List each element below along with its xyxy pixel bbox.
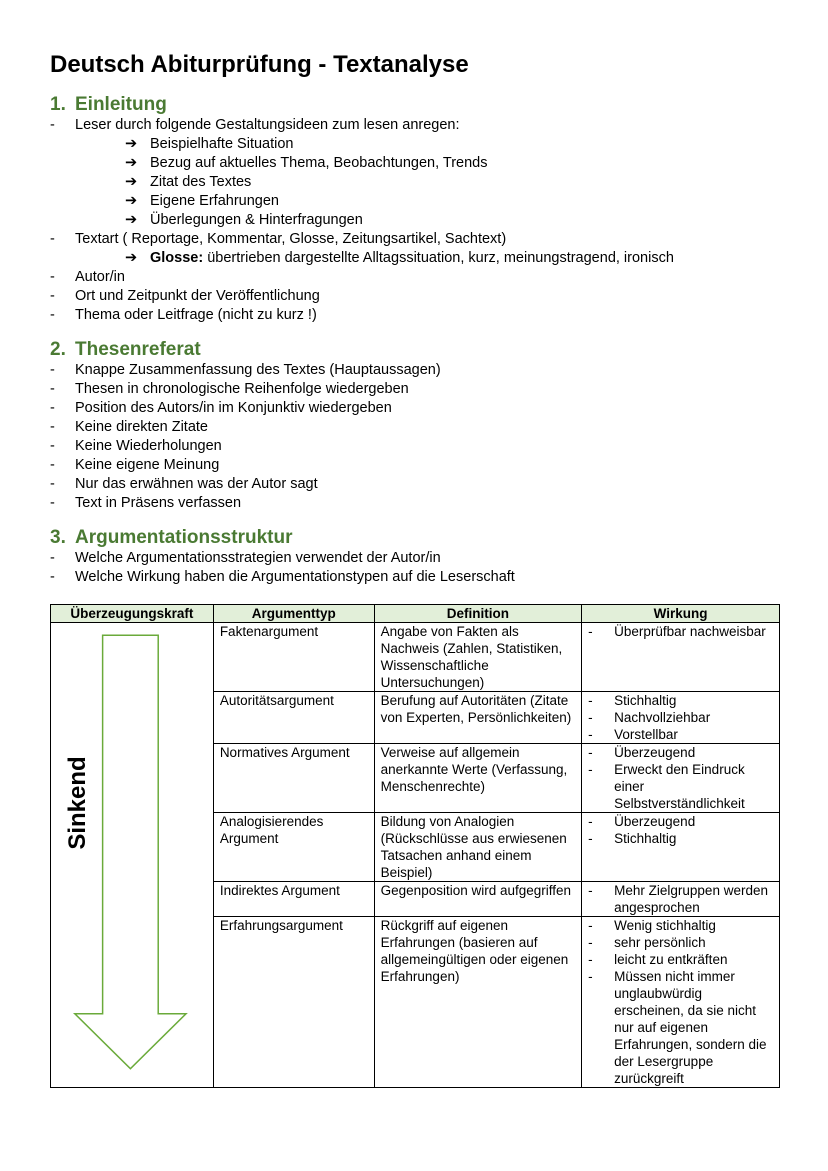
list-item: [125, 154, 780, 173]
list-item: - Nur das erwähnen was der Autor sagt: [50, 475, 780, 494]
list-item: - Welche Argumentationsstrategien verwendet der Autor/in: [50, 549, 780, 568]
argument-type: Erfahrungsargument: [213, 917, 374, 1088]
table-header-row: [51, 605, 780, 623]
argument-definition: Verweise auf allgemein anerkannte Werte (Verfassung, Menschenrechte): [374, 744, 581, 813]
list-item: - Keine direkten Zitate: [50, 418, 780, 437]
bullet-list: [50, 361, 780, 513]
argument-table: [50, 604, 780, 1088]
list-item: - Erweckt den Eindruck einer Selbstverständlichkeit: [588, 761, 773, 812]
argument-effects: [582, 692, 780, 744]
section-title: Thesenreferat: [75, 339, 201, 360]
list-item: [125, 249, 780, 268]
list-item: - Keine eigene Meinung: [50, 456, 780, 475]
force-cell: [51, 623, 214, 1088]
list-item: - Vorstellbar: [588, 726, 773, 743]
arrow-list: [50, 249, 780, 268]
section-title: Einleitung: [75, 94, 167, 115]
arrow-icon: ➔: [125, 193, 138, 209]
effects-list: [588, 917, 773, 1087]
argument-effects: [582, 623, 780, 692]
list-item-text: Zitat des Textes: [150, 174, 252, 190]
argument-definition: Gegenposition wird aufgegriffen: [374, 882, 581, 917]
section-number: 3.: [50, 527, 66, 548]
list-item: - Leser durch folgende Gestaltungsideen zum lesen anregen:: [50, 116, 780, 135]
bullet-list: [50, 268, 780, 325]
list-item: - Welche Wirkung haben die Argumentationstypen auf die Leserschaft: [50, 568, 780, 587]
section-thesenreferat: [50, 339, 780, 513]
list-item: - Mehr Zielgruppen werden angesprochen: [588, 882, 773, 916]
table-row: [51, 623, 780, 692]
argument-type: Normatives Argument: [213, 744, 374, 813]
effects-list: [588, 882, 773, 916]
arrow-icon: ➔: [125, 136, 138, 152]
list-item: - Müssen nicht immer unglaubwürdig erscheinen, da sie nicht nur auf eigenen Erfahrungen, sondern die der Lesergruppe zurückgreift: [588, 968, 773, 1087]
argument-definition: Angabe von Fakten als Nachweis (Zahlen, Statistiken, Wissenschaftliche Untersuchungen): [374, 623, 581, 692]
list-item: [125, 173, 780, 192]
bullet-list: [50, 230, 780, 249]
list-item-text: Eigene Erfahrungen: [150, 193, 279, 209]
arrow-icon: ➔: [125, 155, 138, 171]
list-item: - Textart ( Reportage, Kommentar, Glosse, Zeitungsartikel, Sachtext): [50, 230, 780, 249]
list-item: - Überzeugend: [588, 813, 773, 830]
section-heading: [50, 527, 780, 549]
list-item: - leicht zu entkräften: [588, 951, 773, 968]
column-header: Wirkung: [582, 605, 780, 623]
argument-definition: Bildung von Analogien (Rückschlüsse aus erwiesenen Tatsachen anhand einem Beispiel): [374, 813, 581, 882]
argument-type: Faktenargument: [213, 623, 374, 692]
list-item: - Autor/in: [50, 268, 780, 287]
argument-type: Analogisierendes Argument: [213, 813, 374, 882]
list-item: - Nachvollziehbar: [588, 709, 773, 726]
list-item: [125, 211, 780, 230]
list-item-text: Bezug auf aktuelles Thema, Beobachtungen, Trends: [150, 155, 488, 171]
list-item: - Stichhaltig: [588, 692, 773, 709]
sinkend-label: Sinkend: [64, 756, 91, 850]
bullet-list: [50, 116, 780, 135]
argument-effects: [582, 813, 780, 882]
section-title: Argumentationsstruktur: [75, 527, 293, 548]
section-number: 1.: [50, 94, 66, 115]
argument-effects: [582, 917, 780, 1088]
list-item: - Text in Präsens verfassen: [50, 494, 780, 513]
column-header: Überzeugungskraft: [51, 605, 214, 623]
argument-definition: Rückgriff auf eigenen Erfahrungen (basieren auf allgemeingültigen oder eigenen Erfahrungen): [374, 917, 581, 1088]
list-item: - Ort und Zeitpunkt der Veröffentlichung: [50, 287, 780, 306]
section-number: 2.: [50, 339, 66, 360]
column-header: Definition: [374, 605, 581, 623]
list-item: - Thesen in chronologische Reihenfolge wiedergeben: [50, 380, 780, 399]
list-item-text: Beispielhafte Situation: [150, 136, 294, 152]
list-item: - Keine Wiederholungen: [50, 437, 780, 456]
list-item: [125, 192, 780, 211]
section-argumentationsstruktur: [50, 527, 780, 587]
section-heading: [50, 94, 780, 116]
column-header: Argumenttyp: [213, 605, 374, 623]
document-title: Deutsch Abiturprüfung - Textanalyse: [50, 51, 469, 78]
effects-list: [588, 623, 773, 640]
argument-effects: [582, 744, 780, 813]
list-item: - Stichhaltig: [588, 830, 773, 847]
bullet-list: [50, 549, 780, 587]
argument-effects: [582, 882, 780, 917]
list-item: - sehr persönlich: [588, 934, 773, 951]
arrow-icon: ➔: [125, 250, 138, 266]
section-einleitung: [50, 94, 780, 325]
effects-list: [588, 692, 773, 743]
list-item-text: Überlegungen & Hinterfragungen: [150, 212, 363, 228]
argument-definition: Berufung auf Autoritäten (Zitate von Experten, Persönlichkeiten): [374, 692, 581, 744]
effects-list: [588, 744, 773, 812]
section-heading: [50, 339, 780, 361]
glosse-text: übertrieben dargestellte Alltagssituation, kurz, meinungstragend, ironisch: [203, 250, 674, 266]
down-arrow-icon: [51, 623, 213, 1087]
list-item: - Wenig stichhaltig: [588, 917, 773, 934]
list-item: - Überprüfbar nachweisbar: [588, 623, 773, 640]
effects-list: [588, 813, 773, 847]
list-item: - Überzeugend: [588, 744, 773, 761]
list-item: - Knappe Zusammenfassung des Textes (Hauptaussagen): [50, 361, 780, 380]
argument-type: Autoritätsargument: [213, 692, 374, 744]
arrow-list: [50, 135, 780, 230]
list-item: - Position des Autors/in im Konjunktiv wiedergeben: [50, 399, 780, 418]
argument-type: Indirektes Argument: [213, 882, 374, 917]
arrow-icon: ➔: [125, 174, 138, 190]
document-page: [50, 50, 780, 587]
glosse-label: Glosse:: [150, 250, 204, 266]
list-item: - Thema oder Leitfrage (nicht zu kurz !): [50, 306, 780, 325]
list-item: [125, 135, 780, 154]
arrow-icon: ➔: [125, 212, 138, 228]
